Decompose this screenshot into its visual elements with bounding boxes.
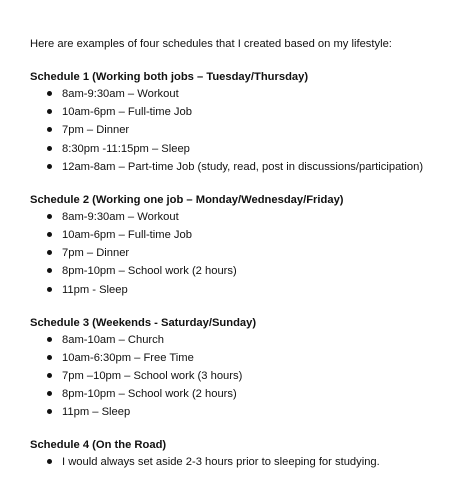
list-item <box>30 405 470 419</box>
list-item-text: I would always set aside 2-3 hours prior to sleeping for studying. <box>62 456 380 469</box>
bullet-icon <box>47 91 52 96</box>
list-item-text: 10am-6pm – Full-time Job <box>62 106 192 119</box>
schedule-title: Schedule 3 (Weekends - Saturday/Sunday) <box>30 316 257 329</box>
list-item-text: 8pm-10pm – School work (2 hours) <box>62 388 237 401</box>
bullet-icon <box>47 250 52 255</box>
schedule-list <box>30 455 470 469</box>
schedule-1 <box>30 70 470 174</box>
list-item <box>30 228 470 242</box>
schedule-title: Schedule 4 (On the Road) <box>30 439 167 452</box>
list-item-text: 11pm - Sleep <box>62 283 128 296</box>
schedule-3 <box>30 316 470 420</box>
list-item-text: 8:30pm -11:15pm – Sleep <box>62 142 190 155</box>
list-item-text: 7pm –10pm – School work (3 hours) <box>62 369 243 382</box>
list-item <box>30 387 470 401</box>
list-item <box>30 210 470 224</box>
list-item <box>30 142 470 156</box>
list-item-text: 8am-9:30am – Workout <box>62 210 179 223</box>
intro-text: Here are examples of four schedules that I created based on my lifestyle: <box>30 38 392 50</box>
list-item-text: 8am-9:30am – Workout <box>62 88 179 100</box>
list-item-text: 10am-6:30pm – Free Time <box>62 351 194 364</box>
bullet-icon <box>47 164 52 169</box>
list-item <box>30 87 470 101</box>
list-item-text: 10am-6pm – Full-time Job <box>62 228 192 241</box>
list-item-text: 11pm – Sleep <box>62 406 131 419</box>
document-body <box>30 37 470 488</box>
list-item-text: 7pm – Dinner <box>62 247 130 260</box>
bullet-icon <box>47 232 52 237</box>
list-item <box>30 160 470 174</box>
bullet-icon <box>47 146 52 151</box>
bullet-icon <box>47 409 52 414</box>
list-item <box>30 351 470 365</box>
bullet-icon <box>47 214 52 219</box>
schedule-list <box>30 333 470 420</box>
schedule-list <box>30 210 470 297</box>
bullet-icon <box>47 287 52 292</box>
list-item-text: 8am-10am – Church <box>62 333 164 346</box>
schedule-list <box>30 87 470 174</box>
list-item <box>30 105 470 119</box>
list-item <box>30 455 470 469</box>
bullet-icon <box>47 391 52 396</box>
list-item <box>30 333 470 347</box>
bullet-icon <box>47 127 52 132</box>
list-item-text: 7pm – Dinner <box>62 124 130 137</box>
list-item <box>30 123 470 137</box>
bullet-icon <box>47 355 52 360</box>
schedule-2 <box>30 193 470 297</box>
bullet-icon <box>47 268 52 273</box>
list-item <box>30 369 470 383</box>
list-item <box>30 283 470 297</box>
schedule-title: Schedule 1 (Working both jobs – Tuesday/Thursday) <box>30 71 309 83</box>
schedule-4 <box>30 438 470 469</box>
schedule-title: Schedule 2 (Working one job – Monday/Wednesday/Friday) <box>30 193 344 206</box>
list-item <box>30 246 470 260</box>
bullet-icon <box>47 373 52 378</box>
list-item-text: 8pm-10pm – School work (2 hours) <box>62 265 237 278</box>
bullet-icon <box>47 337 52 342</box>
bullet-icon <box>47 109 52 114</box>
list-item <box>30 264 470 278</box>
list-item-text: 12am-8am – Part-time Job (study, read, post in discussions/participation) <box>62 160 424 173</box>
